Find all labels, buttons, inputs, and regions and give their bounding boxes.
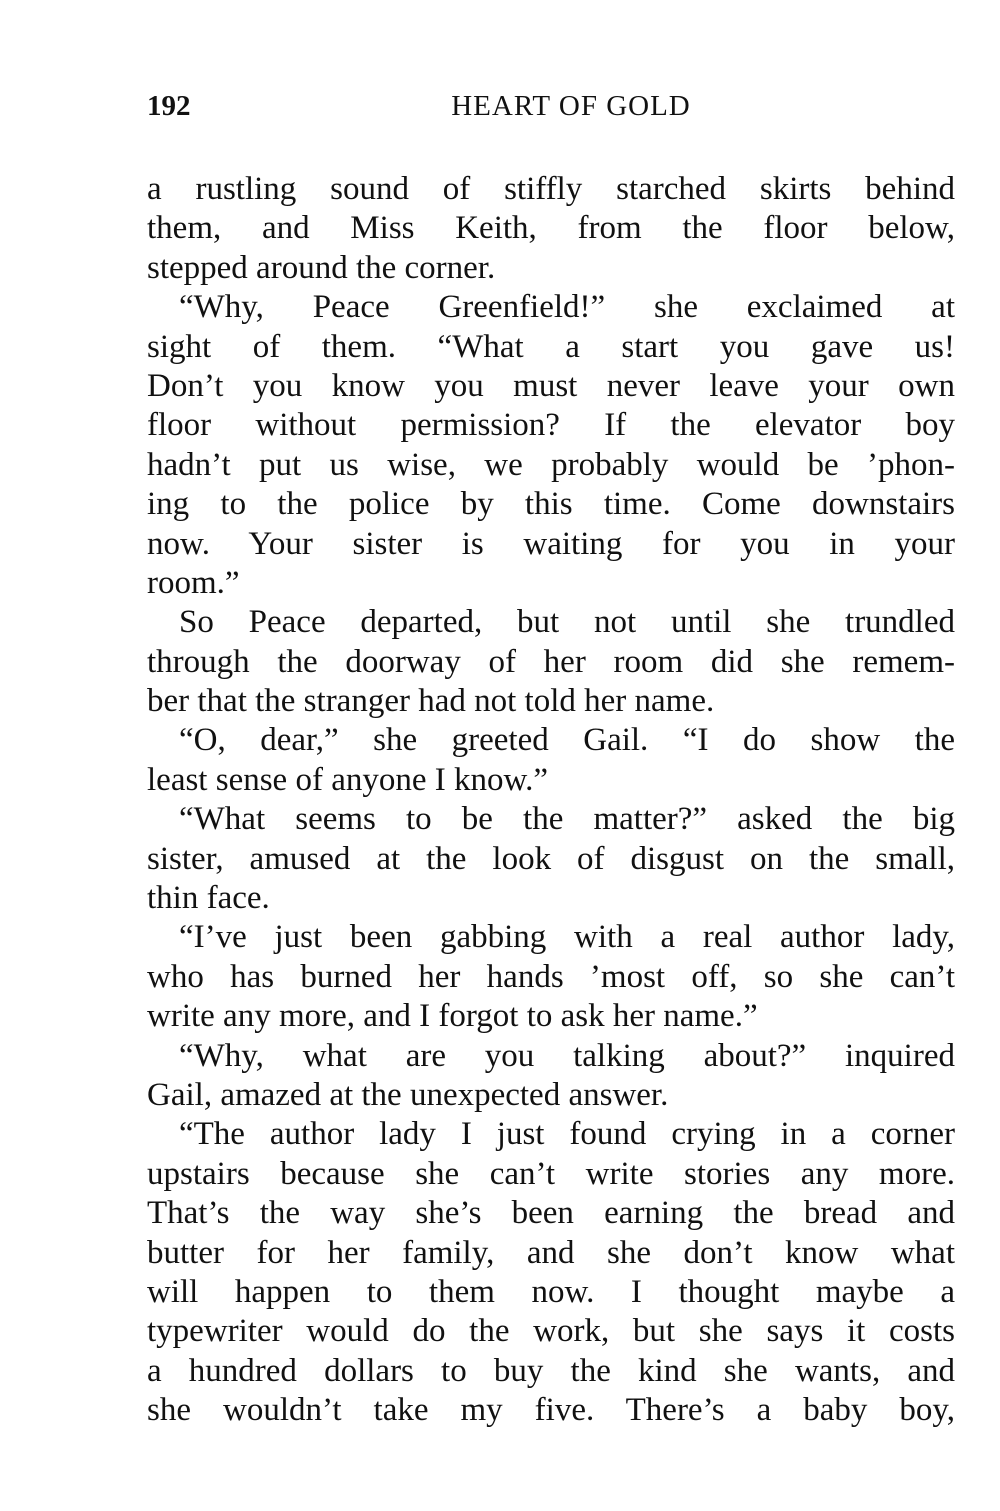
page-header — [147, 84, 955, 128]
text-line: “O, dear,” she greeted Gail. “I do show the — [179, 722, 955, 759]
text-line: “I’ve just been gabbing with a real author lady, — [179, 919, 955, 956]
text-line: least sense of anyone I know.” — [147, 761, 549, 798]
text-line: typewriter would do the work, but she says it costs — [147, 1313, 955, 1350]
text-line: “Why, Peace Greenfield!” she exclaimed at — [179, 289, 955, 326]
text-line: floor without permission? If the elevator boy — [147, 407, 955, 444]
text-line: Don’t you know you must never leave your own — [147, 367, 955, 404]
text-line: now. Your sister is waiting for you in your — [147, 525, 955, 562]
running-title: HEART OF GOLD — [451, 90, 691, 122]
text-line: sister, amused at the look of disgust on the small, — [147, 840, 955, 877]
text-line: who has burned her hands ’most off, so she can’t — [147, 958, 955, 995]
page-number: 192 — [147, 90, 191, 122]
text-line: sight of them. “What a start you gave us! — [147, 328, 955, 365]
text-line: through the doorway of her room did she remem- — [147, 643, 955, 680]
text-line: she wouldn’t take my five. There’s a baby boy, — [147, 1392, 955, 1429]
text-line: ing to the police by this time. Come downstairs — [147, 486, 955, 523]
text-line: write any more, and I forgot to ask her name.” — [147, 998, 758, 1035]
text-line: That’s the way she’s been earning the bread and — [147, 1195, 955, 1232]
text-line: “What seems to be the matter?” asked the big — [179, 801, 955, 838]
book-page — [147, 84, 955, 1431]
text-line: Gail, amazed at the unexpected answer. — [147, 1076, 669, 1113]
text-line: upstairs because she can’t write stories any more. — [147, 1155, 955, 1192]
text-line: butter for her family, and she don’t know what — [147, 1234, 955, 1271]
text-line: them, and Miss Keith, from the floor below, — [147, 210, 955, 247]
text-line: thin face. — [147, 880, 270, 917]
text-line: So Peace departed, but not until she trundled — [179, 604, 955, 641]
text-line: “Why, what are you talking about?” inquired — [179, 1037, 955, 1074]
text-line: will happen to them now. I thought maybe a — [147, 1273, 955, 1310]
text-line: ber that the stranger had not told her name. — [147, 683, 715, 720]
body-text — [147, 170, 955, 1431]
text-line: “The author lady I just found crying in a corner — [179, 1116, 955, 1153]
text-line: a rustling sound of stiffly starched skirts behind — [147, 171, 955, 207]
text-line: hadn’t put us wise, we probably would be ’phon- — [147, 446, 955, 483]
text-line: stepped around the corner. — [147, 249, 496, 286]
text-line: room.” — [147, 564, 240, 601]
text-line: a hundred dollars to buy the kind she wants, and — [147, 1352, 955, 1389]
